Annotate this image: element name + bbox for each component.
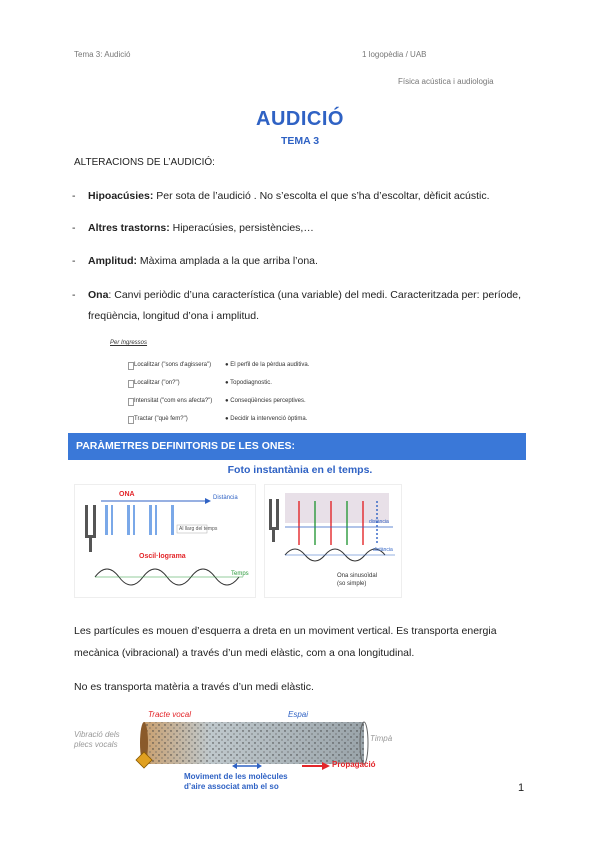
bullet-term: Ona [88,289,109,301]
movement-label-2: d’aire associat amb el so [184,782,279,791]
propagation-label: Propagació [332,760,376,769]
bullet-text: Per sota de l’audició . No s’escolta el que s’ha d’escoltar, dèficit acústic. [153,190,490,202]
distance-label: Distància [213,495,238,501]
paragraph-matter: No es transporta matèria a través d’un medi elàstic. [74,681,314,693]
table-cell-left: Localitzar ("sons d'agissera") [134,362,212,368]
bullet-altres: - Altres trastorns: Hiperacúsies, persistències,… [72,222,314,234]
section-banner: PARÀMETRES DEFINITORIS DE LES ONES: [68,433,526,460]
oscillogram-label: Oscil·lograma [139,553,186,560]
tract-label: Tracte vocal [148,710,191,719]
diagnosis-table [110,340,370,426]
wave-diagram-right [264,484,402,598]
table-caption: Per Ingressos [110,340,148,346]
ab-label: Al llarg del temps [179,526,218,532]
wave-diagram-left [74,484,256,598]
space-label: Espai [288,710,309,719]
bullet-hipoacusies: - Hipoacúsies: Per sota de l’audició . No s’escolta el que s’ha d’escoltar, dèficit acústic. [72,190,490,202]
header-left: Tema 3: Audició [74,50,131,59]
bullet-term: Amplitud: [88,255,137,267]
bullet-term: Hipoacúsies: [88,190,154,202]
table-cell-left: Tractar ("què fem?") [134,416,188,422]
time-label: Temps [231,571,249,577]
tube-diagram [74,706,404,796]
table-cell-left: Localitzar ("on?") [134,380,180,386]
bullet-text: Hiperacúsies, persistències,… [169,222,314,234]
sinusoid-label: Ona sinusoïdal [337,573,378,579]
distance-label-bottom: distància [373,547,393,553]
distance-label-top: distància [369,519,389,525]
timpa-label: Timpà [370,734,393,743]
vibration-label-1: Vibració dels [74,730,120,739]
page-number: 1 [518,782,525,794]
simple-sound-label: (so simple) [337,581,367,587]
table-cell-right: ● Decidir la intervenció òptima. [225,416,308,422]
section-heading: ALTERACIONS DE L’AUDICIÓ: [74,157,215,168]
table-cell-right: ● El perfil de la pèrdua auditiva. [225,362,310,368]
bullet-amplitud: - Amplitud: Màxima amplada a la que arriba l’ona. [72,255,318,267]
bullet-ona: - Ona: Canvi periòdic d’una característica (una variable) del medi. Caracteritzada per: període, freqüència, longitud d’ona i amplitud. [72,289,522,322]
vibration-label-2: plecs vocals [74,740,118,749]
table-row [110,362,370,374]
bullet-text: : Canvi periòdic d’una característica (una variable) del medi. Caracteritzada per: període, freqüència, longitud d’ona i amplitud. [88,289,522,322]
wave-diagram-right-svg [265,485,401,597]
table-row [110,416,370,428]
header-right: Física acústica i audiologia [398,77,494,86]
table-cell-right: ● Conseqüències perceptives. [225,398,306,404]
page-subtitle: TEMA 3 [280,135,320,147]
ona-label: ONA [119,491,135,498]
photo-caption: Foto instantània en el temps. [227,464,373,476]
table-cell-left: Intensitat ("com ens afecta?") [134,398,213,404]
header-center: 1 logopèdia / UAB [362,50,427,59]
table-cell-right: ● Topodiagnostic. [225,380,272,386]
table-row [110,398,370,410]
bullet-term: Altres trastorns: [88,222,170,234]
table-row [110,380,370,392]
bullet-text: Màxima amplada a la que arriba l’ona. [137,255,318,267]
paragraph-particles: Les partícules es mouen d’esquerra a dreta en un moviment vertical. Es transporta energia mecànica (vibracional) a través d’un medi elàstic, com a ona longitudinal. [74,625,497,659]
wave-diagram-left-svg [75,485,255,597]
movement-label-1: Moviment de les molècules [184,772,288,781]
page-title: AUDICIÓ [256,108,344,130]
